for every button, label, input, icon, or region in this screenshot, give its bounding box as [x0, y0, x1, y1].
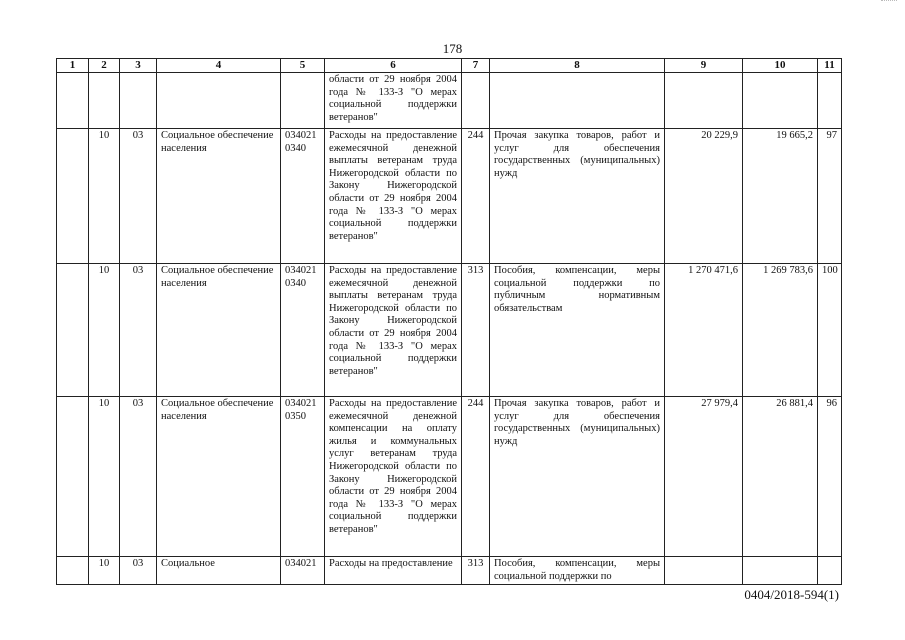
cell-planned-amount: 20 229,9 [665, 129, 743, 264]
cell-target-code: 034021 [281, 557, 325, 585]
cell-section: 10 [89, 129, 120, 264]
cell-percent [818, 73, 842, 129]
scan-edge-mark [881, 0, 897, 4]
cell-actual-amount [743, 73, 818, 129]
cell-section-name: Социальное обеспечение населения [157, 264, 281, 397]
cell-section-name: Социальное обеспечение населения [157, 129, 281, 264]
header-cell: 7 [462, 59, 490, 73]
cell-expense-description: Расходы на предоставление ежемесячной денежной выплаты ветеранам труда Нижегородской области по Закону Нижегородской области от 29 ноября 2004 года № 133-З "О мерах социальной поддержки ветеранов" [325, 129, 462, 264]
cell-col1 [57, 264, 89, 397]
cell-expense-description: области от 29 ноября 2004 года № 133-З "О мерах социальной поддержки ветеранов" [325, 73, 462, 129]
cell-expense-type-name [490, 73, 665, 129]
cell-target-code: 034021 0340 [281, 129, 325, 264]
header-cell: 3 [120, 59, 157, 73]
cell-expense-description: Расходы на предоставление ежемесячной денежной выплаты ветеранам труда Нижегородской области по Закону Нижегородской области от 29 ноября 2004 года № 133-З "О мерах социальной поддержки ветеранов" [325, 264, 462, 397]
budget-table [56, 58, 842, 585]
cell-target-code: 034021 0340 [281, 264, 325, 397]
cell-subsection [120, 73, 157, 129]
cell-col1 [57, 557, 89, 585]
cell-percent [818, 557, 842, 585]
cell-actual-amount: 19 665,2 [743, 129, 818, 264]
cell-expense-type-code: 313 [462, 557, 490, 585]
cell-expense-type-name: Прочая закупка товаров, работ и услуг для обеспечения государственных (муниципальных) нужд [490, 397, 665, 557]
cell-section [89, 73, 120, 129]
cell-subsection: 03 [120, 397, 157, 557]
table-row [57, 73, 842, 129]
cell-expense-type-code [462, 73, 490, 129]
cell-expense-type-code: 244 [462, 129, 490, 264]
cell-section-name: Социальное обеспечение населения [157, 397, 281, 557]
header-cell: 9 [665, 59, 743, 73]
cell-target-code: 034021 0350 [281, 397, 325, 557]
header-cell: 2 [89, 59, 120, 73]
cell-col1 [57, 397, 89, 557]
cell-section-name [157, 73, 281, 129]
cell-percent: 97 [818, 129, 842, 264]
cell-expense-type-code: 244 [462, 397, 490, 557]
page-number: 178 [442, 41, 463, 56]
cell-expense-type-name: Прочая закупка товаров, работ и услуг для обеспечения государственных (муниципальных) нужд [490, 129, 665, 264]
cell-planned-amount [665, 73, 743, 129]
document-code: 0404/2018-594(1) [744, 587, 839, 602]
cell-subsection: 03 [120, 264, 157, 397]
table-row [57, 129, 842, 264]
cell-expense-type-name: Пособия, компенсации, меры социальной поддержки по публичным нормативным обязательствам [490, 264, 665, 397]
header-cell: 10 [743, 59, 818, 73]
header-cell: 1 [57, 59, 89, 73]
cell-expense-type-code: 313 [462, 264, 490, 397]
cell-actual-amount: 26 881,4 [743, 397, 818, 557]
header-row [57, 59, 842, 73]
table-row [57, 264, 842, 397]
table-row [57, 397, 842, 557]
cell-actual-amount: 1 269 783,6 [743, 264, 818, 397]
header-cell: 5 [281, 59, 325, 73]
header-cell: 11 [818, 59, 842, 73]
cell-col1 [57, 73, 89, 129]
table-row [57, 557, 842, 585]
cell-section-name: Социальное [157, 557, 281, 585]
header-cell: 8 [490, 59, 665, 73]
cell-expense-type-name: Пособия, компенсации, меры социальной поддержки по [490, 557, 665, 585]
cell-section: 10 [89, 397, 120, 557]
cell-col1 [57, 129, 89, 264]
cell-planned-amount: 27 979,4 [665, 397, 743, 557]
cell-planned-amount: 1 270 471,6 [665, 264, 743, 397]
cell-subsection: 03 [120, 557, 157, 585]
cell-actual-amount [743, 557, 818, 585]
cell-subsection: 03 [120, 129, 157, 264]
header-cell: 6 [325, 59, 462, 73]
cell-section: 10 [89, 557, 120, 585]
cell-percent: 100 [818, 264, 842, 397]
cell-section: 10 [89, 264, 120, 397]
cell-planned-amount [665, 557, 743, 585]
header-cell: 4 [157, 59, 281, 73]
cell-percent: 96 [818, 397, 842, 557]
cell-target-code [281, 73, 325, 129]
cell-expense-description: Расходы на предоставление ежемесячной денежной компенсации на оплату жилья и коммунальных услуг ветеранам труда Нижегородской области по Закону Нижегородской области от 29 ноября 2004 года № 133-З "О мерах социальной поддержки ветеранов" [325, 397, 462, 557]
cell-expense-description: Расходы на предоставление [325, 557, 462, 585]
